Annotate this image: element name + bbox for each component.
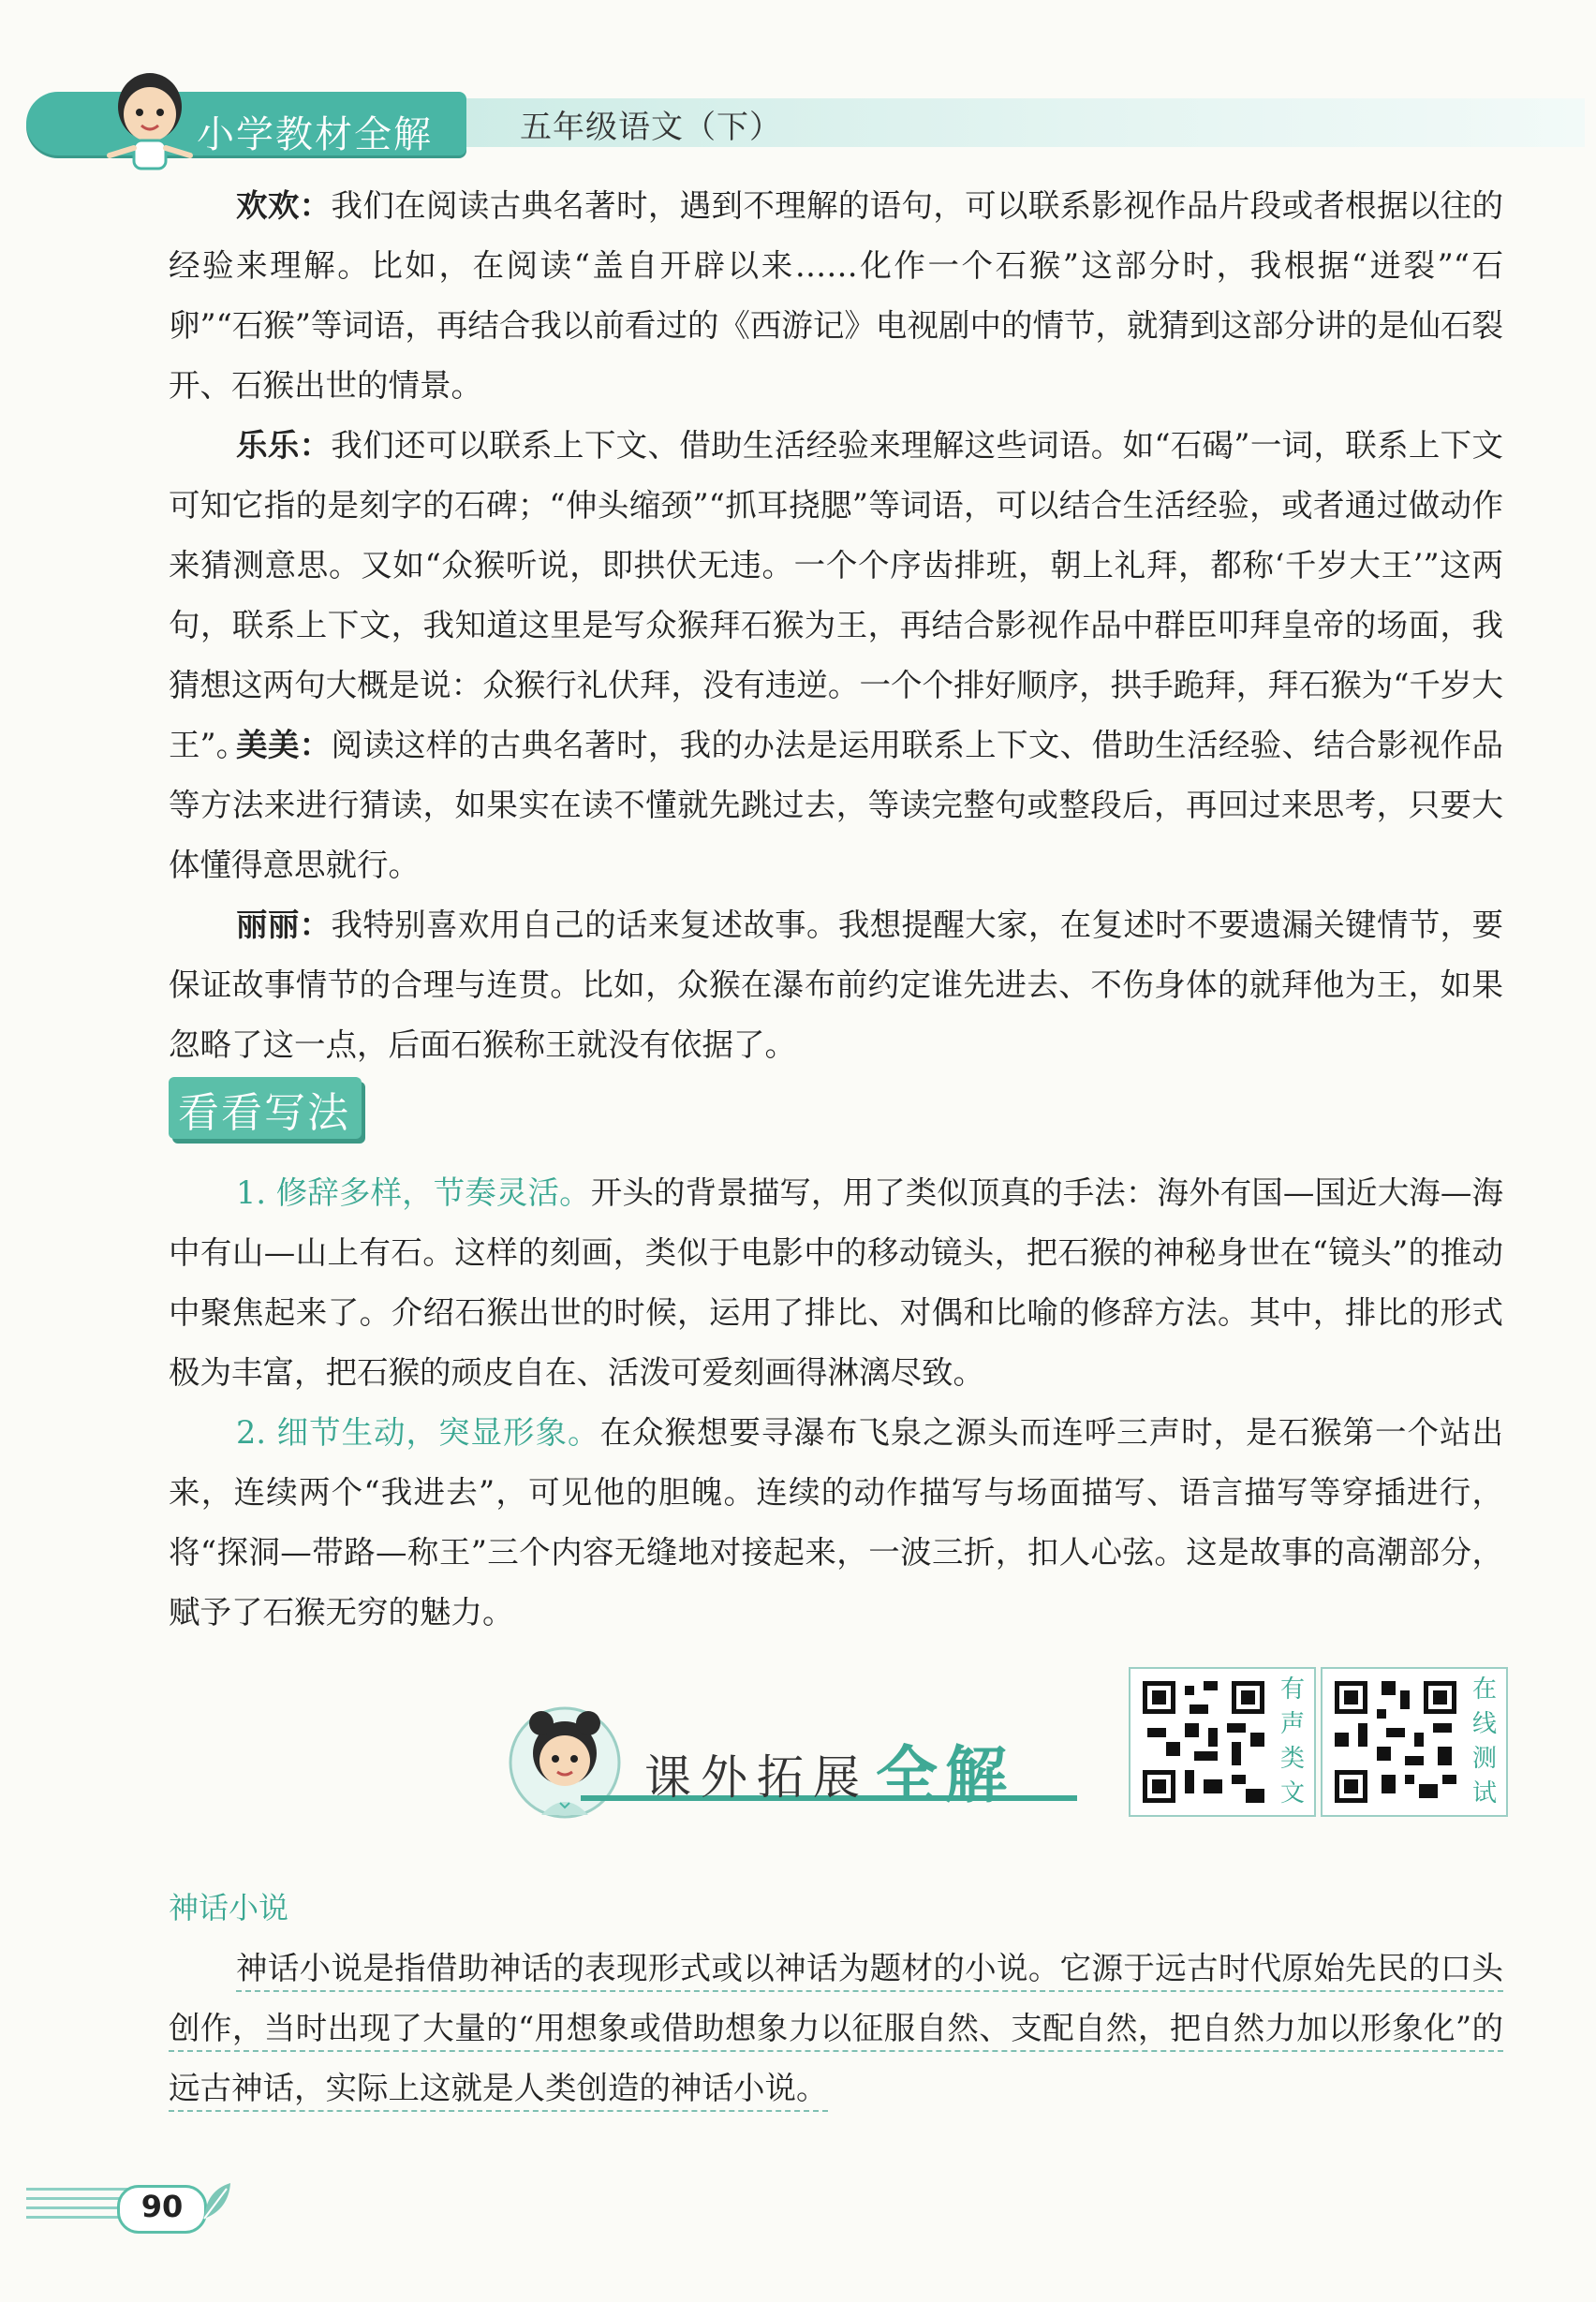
subject-title: 五年级语文（下） xyxy=(520,109,782,146)
discussion-paragraph xyxy=(169,895,1503,1075)
banner-title-highlight: 全解 xyxy=(876,1739,1014,1811)
speaker-name: 美美： xyxy=(236,727,332,763)
point-text: 在众猴想要寻瀑布飞泉之源头而连呼三声时，是石猴第一个站出来，连续两个“我进去”，可见他的胆魄。连续的动作描写与场面描写、语言描写等穿插进行，将“探洞—带路—称王”三个内容无缝地对接起来，一波三折，扣人心弦。这是故事的高潮部分，赋予了石猴无穷的魅力。 xyxy=(169,1414,1503,1631)
paragraph-text: 我特别喜欢用自己的话来复述故事。我想提醒大家，在复述时不要遗漏关键情节，要保证故事情节的合理与连贯。比如，众猴在瀑布前约定谁先进去、不伤身体的就拜他为王，如果忽略了这一点，后面石猴称王就没有依据了。 xyxy=(169,907,1503,1063)
extension-text: 神话小说是指借助神话的表现形式或以神话为题材的小说。它源于远古时代原始先民的口头创作，当时出现了大量的“用想象或借助想象力以征服自然、支配自然，把自然力加以形象化”的远古神话，实际上这就是人类创造的神话小说。 xyxy=(169,1950,1503,2112)
boy-mascot-icon xyxy=(89,58,211,180)
brand-title: 小学教材全解 xyxy=(197,113,433,156)
page-number: 90 xyxy=(140,2189,184,2224)
point-title: 1. 修辞多样，节奏灵活。 xyxy=(236,1174,591,1211)
banner-title: 课外拓展 xyxy=(644,1750,869,1805)
qr-label: 在 线 测 试 xyxy=(1471,1675,1497,1808)
speaker-name: 欢欢： xyxy=(236,187,332,224)
qr-code-icon xyxy=(1138,1676,1269,1808)
speaker-name: 丽丽： xyxy=(236,907,332,943)
extension-title: 神话小说 xyxy=(169,1890,289,1926)
discussion-paragraph xyxy=(169,176,1503,416)
paragraph-text: 阅读这样的古典名著时，我的办法是运用联系上下文、借助生活经验、结合影视作品等方法来进行猜读，如果实在读不懂就先跳过去，等读完整句或整段后，再回过来思考，只要大体懂得意思就行。 xyxy=(169,727,1503,883)
speaker-name: 乐乐： xyxy=(236,427,332,464)
leaf-icon xyxy=(199,2177,236,2224)
qr-label: 有 声 类 文 xyxy=(1279,1675,1305,1808)
paragraph-text: 我们还可以联系上下文、借助生活经验来理解这些词语。如“石碣”一词，联系上下文可知它指的是刻字的石碑；“伸头缩颈”“抓耳挠腮”等词语，可以结合生活经验，或者通过做动作来猜测意思。又如“众猴听说，即拱伏无违。一个个序齿排班，朝上礼拜，都称‘千岁大王’”这两句，联系上下文，我知道这里是写众猴拜石猴为王，再结合影视作品中群臣叩拜皇帝的场面，我猜想这两句大概是说：众猴行礼伏拜，没有违逆。一个个排好顺序，拱手跪拜，拜石猴为“千岁大王”。 xyxy=(169,427,1503,763)
point-title: 2. 细节生动，突显形象。 xyxy=(236,1414,600,1451)
page-header xyxy=(0,0,1596,178)
paragraph-text: 我们在阅读古典名著时，遇到不理解的语句，可以联系影视作品片段或者根据以往的经验来理解。比如，在阅读“盖自开辟以来……化作一个石猴”这部分时，我根据“迸裂”“石卵”“石猴”等词语，再结合我以前看过的《西游记》电视剧中的情节，就猜到这部分讲的是仙石裂开、石猴出世的情景。 xyxy=(169,187,1503,404)
writing-point xyxy=(169,1403,1503,1643)
qr-code-icon xyxy=(1330,1676,1461,1808)
section-tag: 看看写法 xyxy=(178,1089,350,1137)
point-text: 开头的背景描写，用了类似顶真的手法：海外有国—国近大海—海中有山—山上有石。这样的刻画，类似于电影中的移动镜头，把石猴的神秘身世在“镜头”的推动中聚焦起来了。介绍石猴出世的时候，运用了排比、对偶和比喻的修辞方法。其中，排比的形式极为丰富，把石猴的顽皮自在、活泼可爱刻画得淋漓尽致。 xyxy=(169,1174,1503,1391)
qr-audio-text[interactable] xyxy=(1129,1667,1316,1817)
girl-mascot-icon xyxy=(504,1695,626,1826)
writing-point xyxy=(169,1163,1503,1403)
qr-online-test[interactable] xyxy=(1321,1667,1508,1817)
extension-paragraph xyxy=(169,1939,1503,2118)
discussion-paragraph xyxy=(169,716,1503,895)
